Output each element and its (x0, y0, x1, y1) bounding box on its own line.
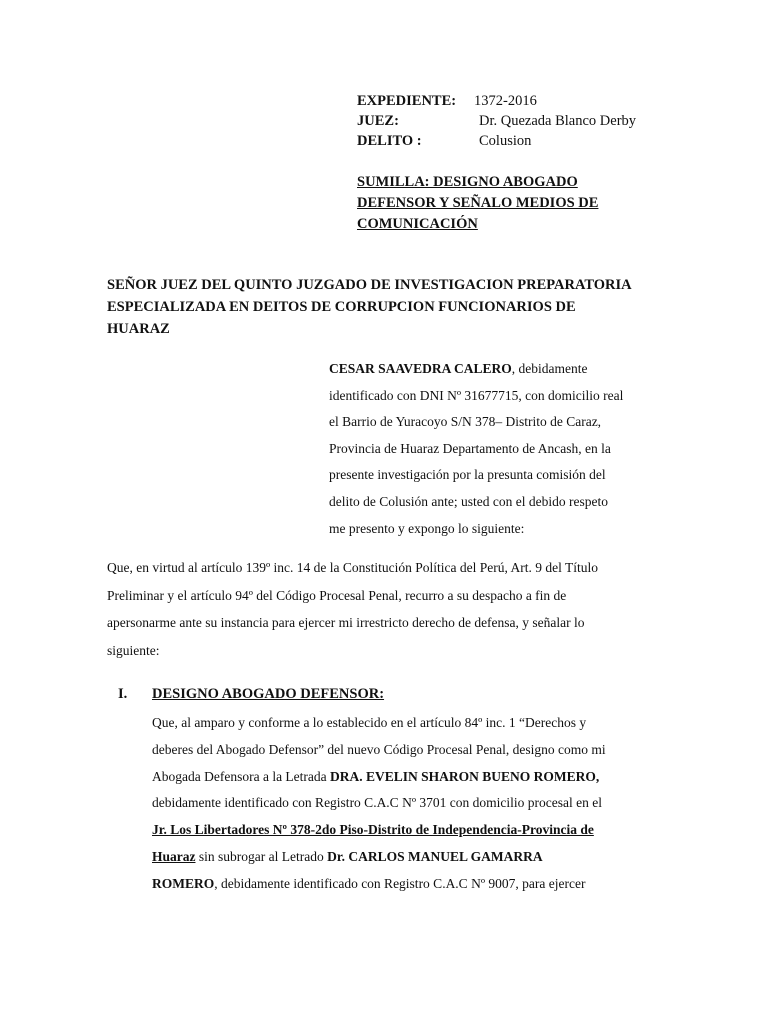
sumilla (357, 172, 661, 235)
paragraph-text: sin subrogar al Letrado (195, 848, 328, 864)
paragraph-text: , debidamente identificado con Registro C.A.C Nº 9007, para ejercer (214, 875, 586, 891)
paragraph-line: deberes del Abogado Defensor” del nuevo Código Procesal Penal, designo como mi (152, 741, 606, 757)
paragraph-line: el Barrio de Yuracoyo S/N 378– Distrito de Caraz, (329, 414, 602, 430)
expediente-value: 1372-2016 (474, 93, 537, 109)
juez-row (357, 111, 636, 131)
presentation-paragraph (329, 356, 661, 542)
paragraph-line (152, 844, 661, 871)
previous-lawyer-name: Dr. CARLOS MANUEL GAMARRA (327, 848, 543, 864)
paragraph-line (152, 817, 661, 844)
procedural-address-city: Huaraz (152, 848, 196, 864)
section-number: I. (118, 686, 128, 702)
procedural-address: Jr. Los Libertadores Nº 378-2do Piso-Distrito de Independencia-Provincia de (152, 822, 594, 838)
previous-lawyer-surname: ROMERO (152, 875, 215, 891)
section-title: DESIGNO ABOGADO DEFENSOR: (152, 686, 385, 702)
address-line: HUARAZ (107, 321, 170, 337)
paragraph-line: presente investigación por la presunta comisión del (329, 467, 606, 483)
que-paragraph (107, 554, 661, 664)
paragraph-line: Que, al amparo y conforme a lo establecido en el artículo 84º inc. 1 “Derechos y (152, 715, 587, 730)
sumilla-line: COMUNICACIÓN (357, 216, 478, 232)
sumilla-line: DEFENSOR Y SEÑALO MEDIOS DE (357, 195, 599, 211)
paragraph-line: identificado con DNI Nº 31677715, con domicilio real (329, 387, 624, 403)
paragraph-line: Que, en virtud al artículo 139º inc. 14 de la Constitución Política del Perú, Art. 9 del Título (107, 560, 598, 575)
judge-address (107, 274, 661, 340)
paragraph-line: Preliminar y el artículo 94º del Código Procesal Penal, recurro a su despacho a fin de (107, 587, 567, 603)
section-body (152, 710, 661, 898)
paragraph-line (329, 356, 661, 383)
paragraph-line: delito de Colusión ante; usted con el debido respeto (329, 493, 608, 509)
lawyer-name: DRA. EVELIN SHARON BUENO ROMERO, (330, 768, 600, 784)
juez-value: Dr. Quezada Blanco Derby (479, 113, 637, 129)
sumilla-line: SUMILLA: DESIGNO ABOGADO (357, 174, 578, 190)
juez-label: JUEZ: (357, 113, 399, 129)
address-line: SEÑOR JUEZ DEL QUINTO JUZGADO DE INVESTIGACION PREPARATORIA (107, 277, 632, 293)
paragraph-text: Abogada Defensora a la Letrada (152, 768, 331, 784)
delito-label: DELITO : (357, 133, 422, 149)
expediente-row (357, 91, 537, 111)
paragraph-line (152, 764, 661, 791)
paragraph-line: Provincia de Huaraz Departamento de Ancash, en la (329, 440, 611, 456)
delito-value: Colusion (479, 133, 532, 149)
petitioner-name: CESAR SAAVEDRA CALERO (329, 361, 512, 376)
address-line: ESPECIALIZADA EN DEITOS DE CORRUPCION FUNCIONARIOS DE (107, 299, 576, 315)
paragraph-line (152, 871, 661, 898)
expediente-label: EXPEDIENTE: (357, 93, 457, 109)
paragraph-line: debidamente identificado con Registro C.A.C Nº 3701 con domicilio procesal en el (152, 795, 602, 811)
paragraph-line: me presento y expongo lo siguiente: (329, 520, 525, 536)
delito-row (357, 131, 531, 151)
paragraph-line: siguiente: (107, 642, 160, 658)
paragraph-text: , debidamente (511, 361, 588, 376)
paragraph-line: apersonarme ante su instancia para ejercer mi irrestricto derecho de defensa, y señalar lo (107, 615, 585, 630)
